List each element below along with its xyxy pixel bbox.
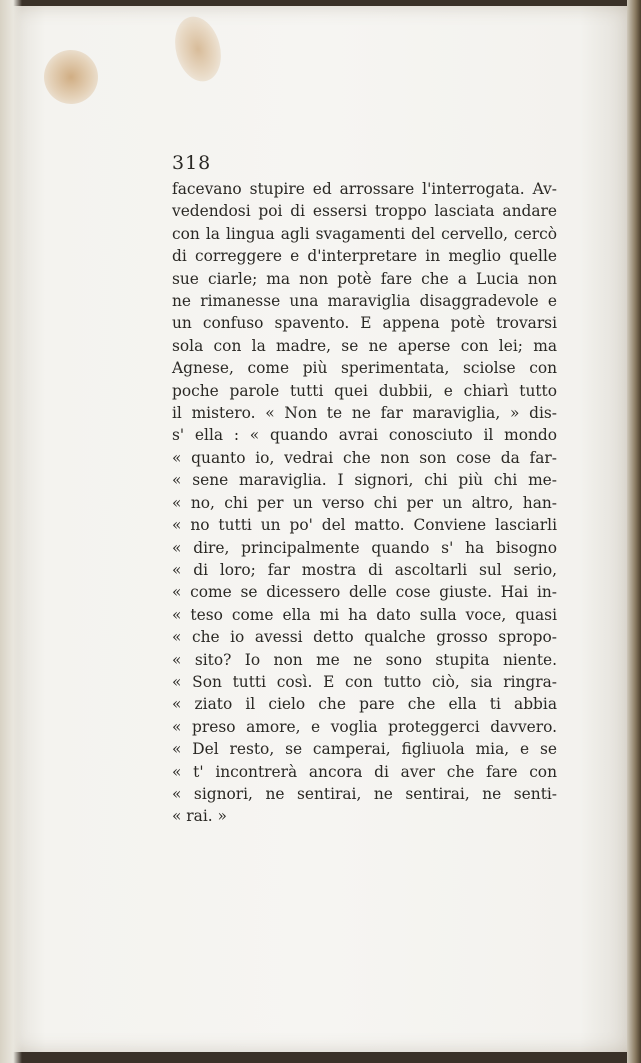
text-line: « sene maraviglia. I signori, chi più chi me- bbox=[172, 471, 557, 490]
text-line: s' ella : « quando avrai conosciuto il mondo bbox=[172, 426, 557, 445]
text-line: un confuso spavento. E appena potè trovarsi bbox=[172, 314, 557, 333]
page-number: 318 bbox=[172, 152, 212, 174]
text-line: ne rimanesse una maraviglia disaggradevole e bbox=[172, 292, 557, 311]
text-line: « come se dicessero delle cose giuste. Hai in- bbox=[172, 583, 557, 602]
text-line: « di loro; far mostra di ascoltarli sul serio, bbox=[172, 560, 557, 579]
text-line: « teso come ella mi ha dato sulla voce, quasi bbox=[172, 605, 557, 624]
page-edge-left bbox=[0, 0, 22, 1063]
text-line: « sito? Io non me ne sono stupita niente. bbox=[172, 650, 557, 669]
text-line: « preso amore, e voglia proteggerci davvero. bbox=[172, 717, 557, 736]
text-line: sue ciarle; ma non potè fare che a Lucia non bbox=[172, 269, 557, 288]
text-line: « no tutti un po' del matto. Conviene lasciarli bbox=[172, 516, 557, 535]
text-line: « rai. » bbox=[172, 807, 227, 826]
foxing-stain bbox=[168, 11, 228, 86]
text-line: facevano stupire ed arrossare l'interrogata. Av- bbox=[172, 180, 557, 198]
book-spine-edge bbox=[627, 0, 641, 1063]
text-line: sola con la madre, se ne aperse con lei; ma bbox=[172, 336, 557, 355]
text-line: « dire, principalmente quando s' ha bisogno bbox=[172, 538, 557, 557]
text-line: « t' incontrerà ancora di aver che fare con bbox=[172, 762, 557, 781]
text-line: il mistero. « Non te ne far maraviglia, » dis- bbox=[172, 404, 557, 423]
text-line: « che io avessi detto qualche grosso spropo- bbox=[172, 628, 557, 647]
text-line: « signori, ne sentirai, ne sentirai, ne senti- bbox=[172, 784, 557, 803]
text-line: con la lingua agli svagamenti del cervello, cercò bbox=[172, 224, 557, 243]
text-line: Agnese, come più sperimentata, sciolse con bbox=[172, 359, 557, 378]
text-line: « ziato il cielo che pare che ella ti abbia bbox=[172, 695, 557, 714]
foxing-stain bbox=[36, 42, 105, 111]
text-line: di correggere e d'interpretare in meglio quelle bbox=[172, 247, 557, 266]
text-line: « quanto io, vedrai che non son cose da far- bbox=[172, 448, 557, 467]
text-line: « Del resto, se camperai, figliuola mia, e se bbox=[172, 740, 557, 759]
text-line: poche parole tutti quei dubbii, e chiarì tutto bbox=[172, 381, 557, 400]
text-line: vedendosi poi di essersi troppo lasciata andare bbox=[172, 202, 557, 221]
body-text-block bbox=[172, 152, 557, 828]
text-line: « no, chi per un verso chi per un altro, han- bbox=[172, 493, 557, 512]
text-line: « Son tutti così. E con tutto ciò, sia ringra- bbox=[172, 672, 557, 691]
